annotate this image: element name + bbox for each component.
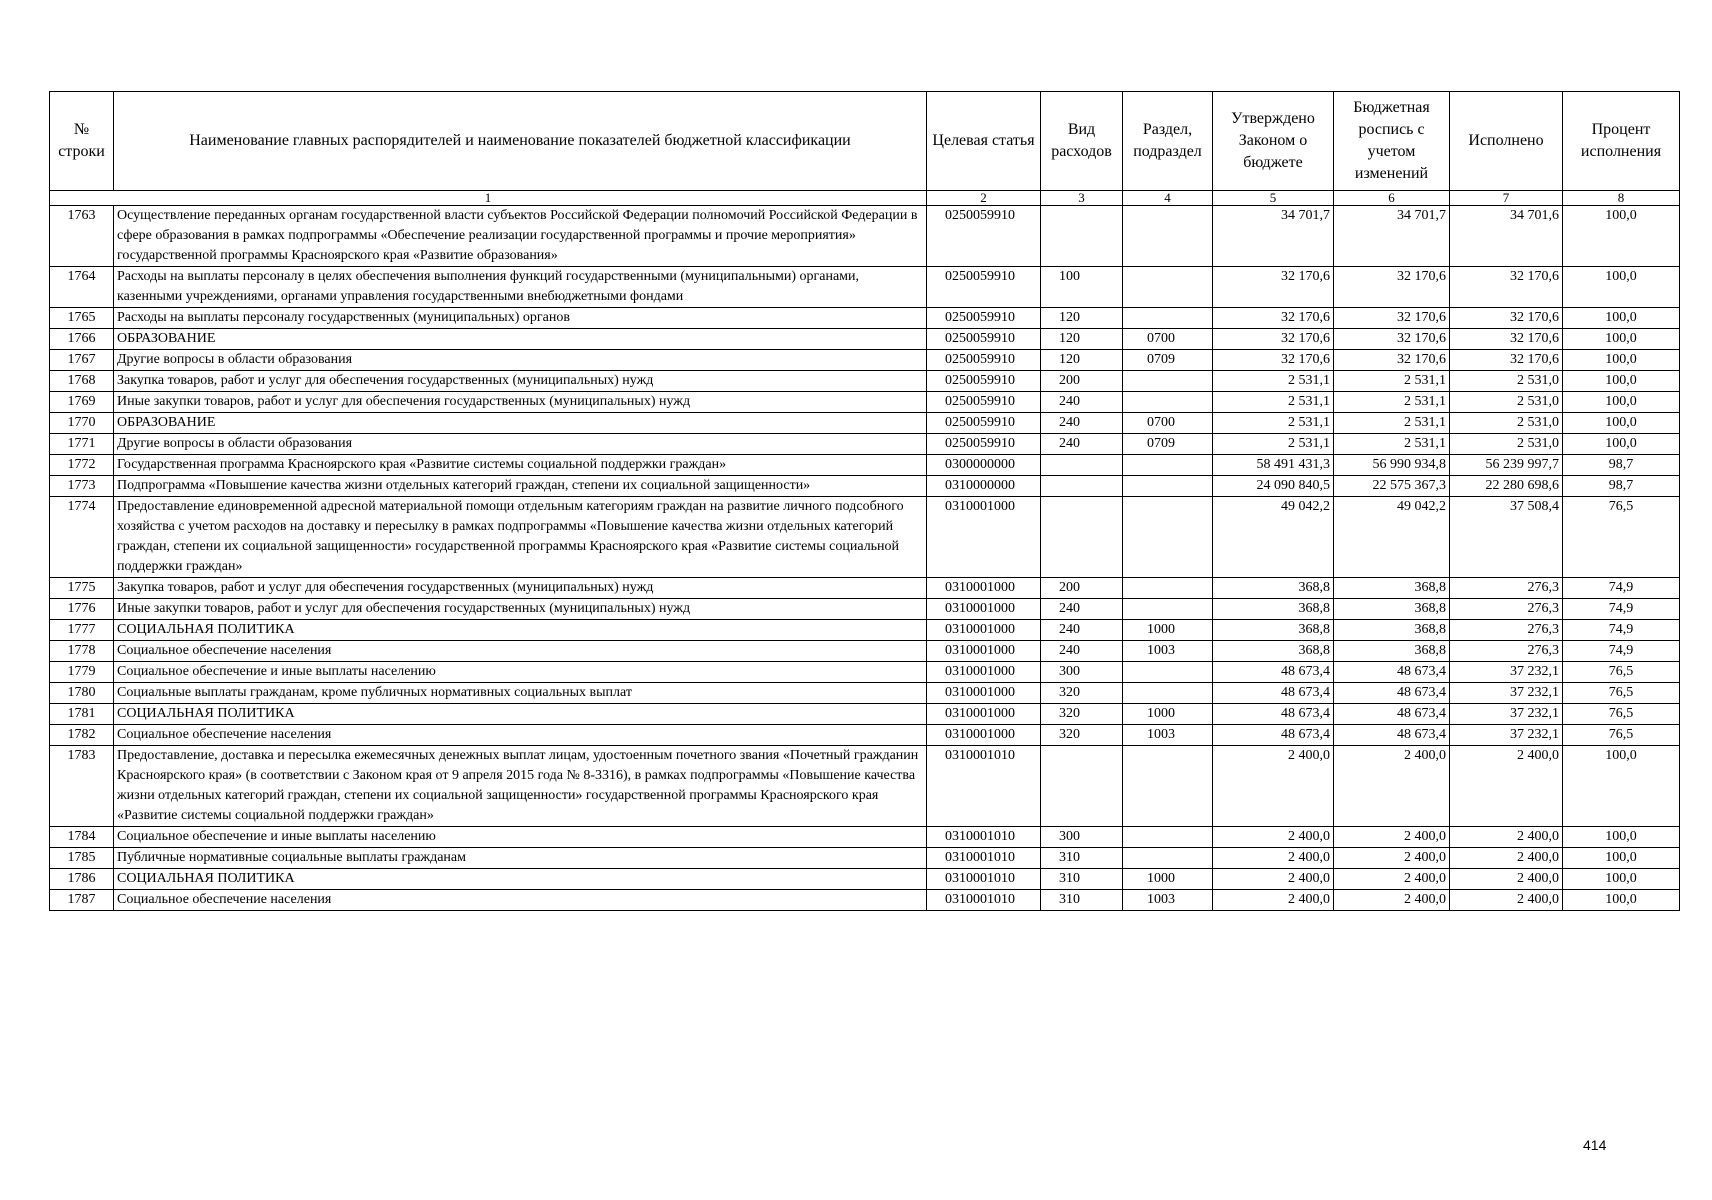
execution-percent: 74,9 — [1563, 599, 1680, 620]
executed-amount: 276,3 — [1450, 599, 1563, 620]
target-article: 0250059910 — [927, 308, 1041, 329]
table-row — [50, 434, 1680, 455]
row-number: 1774 — [50, 497, 114, 578]
row-name: Расходы на выплаты персоналу в целях обеспечения выполнения функций государственными (муниципальными) органами, казенными учреждениями, органами управления государственными внебюджетными фондами — [114, 267, 927, 308]
row-number: 1780 — [50, 683, 114, 704]
budget-amount: 32 170,6 — [1334, 308, 1450, 329]
column-number: 5 — [1213, 191, 1334, 206]
row-number: 1768 — [50, 371, 114, 392]
row-number: 1781 — [50, 704, 114, 725]
row-number: 1784 — [50, 827, 114, 848]
expense-type: 300 — [1041, 827, 1123, 848]
section-code — [1123, 392, 1213, 413]
row-name: Иные закупки товаров, работ и услуг для обеспечения государственных (муниципальных) нужд — [114, 599, 927, 620]
target-article: 0250059910 — [927, 392, 1041, 413]
row-name: Предоставление, доставка и пересылка ежемесячных денежных выплат лицам, удостоенным почетного звания «Почетный гражданин Красноярского края» (в соответствии с Законом края от 9 апреля 2015 года № 8-3316), в рамках подпрограммы «Повышение качества жизни отдельных категорий граждан, степени их социальной защищенности» государственной программы Красноярского края «Развитие системы социальной поддержки граждан» — [114, 746, 927, 827]
expense-type: 240 — [1041, 392, 1123, 413]
execution-percent: 100,0 — [1563, 350, 1680, 371]
table-row — [50, 683, 1680, 704]
table-row — [50, 350, 1680, 371]
approved-amount: 24 090 840,5 — [1213, 476, 1334, 497]
column-number: 6 — [1334, 191, 1450, 206]
section-code: 1000 — [1123, 869, 1213, 890]
table-row — [50, 725, 1680, 746]
table-row — [50, 267, 1680, 308]
executed-amount: 32 170,6 — [1450, 308, 1563, 329]
executed-amount: 276,3 — [1450, 578, 1563, 599]
expense-type: 240 — [1041, 599, 1123, 620]
budget-amount: 32 170,6 — [1334, 329, 1450, 350]
expense-type: 300 — [1041, 662, 1123, 683]
expense-type: 320 — [1041, 683, 1123, 704]
table-row — [50, 827, 1680, 848]
section-code: 1003 — [1123, 890, 1213, 911]
budget-execution-table — [49, 91, 1680, 911]
row-number: 1787 — [50, 890, 114, 911]
expense-type: 310 — [1041, 869, 1123, 890]
row-name: ОБРАЗОВАНИЕ — [114, 329, 927, 350]
expense-type: 200 — [1041, 371, 1123, 392]
header-expense-type: Вид расходов — [1041, 92, 1123, 191]
section-code: 1000 — [1123, 620, 1213, 641]
table-row — [50, 476, 1680, 497]
executed-amount: 34 701,6 — [1450, 206, 1563, 267]
row-number: 1779 — [50, 662, 114, 683]
section-code — [1123, 497, 1213, 578]
executed-amount: 2 400,0 — [1450, 890, 1563, 911]
row-number: 1770 — [50, 413, 114, 434]
approved-amount: 368,8 — [1213, 620, 1334, 641]
table-row — [50, 206, 1680, 267]
target-article: 0310001010 — [927, 746, 1041, 827]
execution-percent: 74,9 — [1563, 620, 1680, 641]
table-row — [50, 497, 1680, 578]
executed-amount: 37 232,1 — [1450, 683, 1563, 704]
row-number: 1766 — [50, 329, 114, 350]
section-code — [1123, 371, 1213, 392]
approved-amount: 2 531,1 — [1213, 392, 1334, 413]
budget-amount: 48 673,4 — [1334, 662, 1450, 683]
row-name: Расходы на выплаты персоналу государственных (муниципальных) органов — [114, 308, 927, 329]
expense-type: 240 — [1041, 620, 1123, 641]
column-number: 3 — [1041, 191, 1123, 206]
approved-amount: 48 673,4 — [1213, 662, 1334, 683]
target-article: 0310001000 — [927, 599, 1041, 620]
executed-amount: 2 531,0 — [1450, 434, 1563, 455]
section-code — [1123, 578, 1213, 599]
row-name: Государственная программа Красноярского края «Развитие системы социальной поддержки граждан» — [114, 455, 927, 476]
section-code — [1123, 662, 1213, 683]
budget-amount: 2 531,1 — [1334, 413, 1450, 434]
execution-percent: 76,5 — [1563, 683, 1680, 704]
table-row — [50, 392, 1680, 413]
budget-amount: 34 701,7 — [1334, 206, 1450, 267]
executed-amount: 276,3 — [1450, 641, 1563, 662]
expense-type: 120 — [1041, 329, 1123, 350]
budget-amount: 2 400,0 — [1334, 746, 1450, 827]
executed-amount: 2 400,0 — [1450, 746, 1563, 827]
budget-amount: 48 673,4 — [1334, 725, 1450, 746]
expense-type — [1041, 206, 1123, 267]
execution-percent: 98,7 — [1563, 476, 1680, 497]
target-article: 0310001000 — [927, 578, 1041, 599]
row-number: 1767 — [50, 350, 114, 371]
approved-amount: 2 400,0 — [1213, 746, 1334, 827]
section-code — [1123, 827, 1213, 848]
executed-amount: 37 232,1 — [1450, 704, 1563, 725]
row-name: Осуществление переданных органам государственной власти субъектов Российской Федерации полномочий Российской Федерации в сфере образования в рамках подпрограммы «Обеспечение реализации государственной программы и прочие мероприятия» государственной программы Красноярского края «Развитие образования» — [114, 206, 927, 267]
row-name: Другие вопросы в области образования — [114, 350, 927, 371]
table-row — [50, 704, 1680, 725]
approved-amount: 2 531,1 — [1213, 434, 1334, 455]
table-row — [50, 371, 1680, 392]
budget-amount: 368,8 — [1334, 599, 1450, 620]
budget-amount: 32 170,6 — [1334, 350, 1450, 371]
expense-type — [1041, 746, 1123, 827]
row-name: Предоставление единовременной адресной материальной помощи отдельным категориям граждан на развитие личного подсобного хозяйства с учетом расходов на доставку и пересылку в рамках подпрограммы «Повышение качества жизни отдельных категорий граждан, степени их социальной защищенности» государственной программы Красноярского края «Развитие системы социальной поддержки граждан» — [114, 497, 927, 578]
section-code — [1123, 746, 1213, 827]
budget-amount: 2 531,1 — [1334, 371, 1450, 392]
approved-amount: 2 400,0 — [1213, 869, 1334, 890]
approved-amount: 2 531,1 — [1213, 413, 1334, 434]
budget-amount: 368,8 — [1334, 641, 1450, 662]
row-name: ОБРАЗОВАНИЕ — [114, 413, 927, 434]
execution-percent: 76,5 — [1563, 725, 1680, 746]
table-row — [50, 308, 1680, 329]
header-row-number: № строки — [50, 92, 114, 191]
budget-amount: 49 042,2 — [1334, 497, 1450, 578]
page-number: 414 — [1583, 1137, 1607, 1153]
header-name: Наименование главных распорядителей и наименование показателей бюджетной классификации — [114, 92, 927, 191]
header-percent: Процент исполнения — [1563, 92, 1680, 191]
row-number: 1777 — [50, 620, 114, 641]
header-budget-schedule: Бюджетная роспись с учетом изменений — [1334, 92, 1450, 191]
table-row — [50, 869, 1680, 890]
execution-percent: 100,0 — [1563, 308, 1680, 329]
section-code — [1123, 308, 1213, 329]
executed-amount: 2 400,0 — [1450, 869, 1563, 890]
budget-amount: 2 400,0 — [1334, 890, 1450, 911]
approved-amount: 368,8 — [1213, 641, 1334, 662]
execution-percent: 100,0 — [1563, 827, 1680, 848]
approved-amount: 58 491 431,3 — [1213, 455, 1334, 476]
budget-amount: 368,8 — [1334, 578, 1450, 599]
target-article: 0250059910 — [927, 434, 1041, 455]
column-number: 1 — [50, 191, 927, 206]
execution-percent: 100,0 — [1563, 392, 1680, 413]
approved-amount: 2 400,0 — [1213, 827, 1334, 848]
row-name: Социальное обеспечение населения — [114, 641, 927, 662]
row-name: Социальное обеспечение и иные выплаты населению — [114, 827, 927, 848]
expense-type: 310 — [1041, 890, 1123, 911]
row-number: 1782 — [50, 725, 114, 746]
header-target-article: Целевая статья — [927, 92, 1041, 191]
row-name: Социальные выплаты гражданам, кроме публичных нормативных социальных выплат — [114, 683, 927, 704]
section-code — [1123, 267, 1213, 308]
execution-percent: 74,9 — [1563, 641, 1680, 662]
table-row — [50, 662, 1680, 683]
section-code — [1123, 599, 1213, 620]
target-article: 0310000000 — [927, 476, 1041, 497]
execution-percent: 100,0 — [1563, 267, 1680, 308]
target-article: 0310001000 — [927, 725, 1041, 746]
section-code — [1123, 683, 1213, 704]
row-name: Подпрограмма «Повышение качества жизни отдельных категорий граждан, степени их социальной защищенности» — [114, 476, 927, 497]
budget-amount: 48 673,4 — [1334, 683, 1450, 704]
section-code: 0709 — [1123, 350, 1213, 371]
approved-amount: 368,8 — [1213, 599, 1334, 620]
budget-table-container — [49, 91, 1679, 911]
expense-type: 120 — [1041, 350, 1123, 371]
header-section: Раздел, подраздел — [1123, 92, 1213, 191]
execution-percent: 74,9 — [1563, 578, 1680, 599]
target-article: 0310001010 — [927, 848, 1041, 869]
approved-amount: 49 042,2 — [1213, 497, 1334, 578]
target-article: 0310001000 — [927, 704, 1041, 725]
executed-amount: 32 170,6 — [1450, 329, 1563, 350]
section-code — [1123, 455, 1213, 476]
target-article: 0310001010 — [927, 890, 1041, 911]
expense-type: 120 — [1041, 308, 1123, 329]
expense-type: 320 — [1041, 704, 1123, 725]
executed-amount: 2 531,0 — [1450, 413, 1563, 434]
row-name: Закупка товаров, работ и услуг для обеспечения государственных (муниципальных) нужд — [114, 371, 927, 392]
table-header-row — [50, 92, 1680, 191]
table-row — [50, 329, 1680, 350]
table-row — [50, 746, 1680, 827]
row-number: 1772 — [50, 455, 114, 476]
table-row — [50, 455, 1680, 476]
expense-type: 240 — [1041, 434, 1123, 455]
target-article: 0250059910 — [927, 329, 1041, 350]
row-name: Публичные нормативные социальные выплаты гражданам — [114, 848, 927, 869]
row-number: 1763 — [50, 206, 114, 267]
table-body — [50, 206, 1680, 911]
execution-percent: 100,0 — [1563, 329, 1680, 350]
target-article: 0300000000 — [927, 455, 1041, 476]
section-code: 1003 — [1123, 725, 1213, 746]
execution-percent: 100,0 — [1563, 434, 1680, 455]
row-name: СОЦИАЛЬНАЯ ПОЛИТИКА — [114, 704, 927, 725]
executed-amount: 56 239 997,7 — [1450, 455, 1563, 476]
budget-amount: 2 400,0 — [1334, 848, 1450, 869]
execution-percent: 98,7 — [1563, 455, 1680, 476]
executed-amount: 2 400,0 — [1450, 827, 1563, 848]
budget-amount: 2 531,1 — [1334, 392, 1450, 413]
target-article: 0310001000 — [927, 620, 1041, 641]
section-code — [1123, 848, 1213, 869]
approved-amount: 48 673,4 — [1213, 704, 1334, 725]
approved-amount: 34 701,7 — [1213, 206, 1334, 267]
approved-amount: 2 400,0 — [1213, 848, 1334, 869]
executed-amount: 276,3 — [1450, 620, 1563, 641]
target-article: 0250059910 — [927, 350, 1041, 371]
section-code: 1000 — [1123, 704, 1213, 725]
executed-amount: 32 170,6 — [1450, 267, 1563, 308]
expense-type: 240 — [1041, 413, 1123, 434]
approved-amount: 48 673,4 — [1213, 683, 1334, 704]
execution-percent: 100,0 — [1563, 206, 1680, 267]
expense-type: 310 — [1041, 848, 1123, 869]
approved-amount: 368,8 — [1213, 578, 1334, 599]
target-article: 0310001000 — [927, 497, 1041, 578]
row-number: 1765 — [50, 308, 114, 329]
row-name: СОЦИАЛЬНАЯ ПОЛИТИКА — [114, 869, 927, 890]
executed-amount: 2 531,0 — [1450, 371, 1563, 392]
header-executed: Исполнено — [1450, 92, 1563, 191]
row-name: СОЦИАЛЬНАЯ ПОЛИТИКА — [114, 620, 927, 641]
table-row — [50, 890, 1680, 911]
row-name: Социальное обеспечение населения — [114, 725, 927, 746]
expense-type — [1041, 455, 1123, 476]
table-row — [50, 578, 1680, 599]
table-row — [50, 599, 1680, 620]
target-article: 0250059910 — [927, 206, 1041, 267]
target-article: 0310001000 — [927, 683, 1041, 704]
budget-amount: 32 170,6 — [1334, 267, 1450, 308]
row-name: Закупка товаров, работ и услуг для обеспечения государственных (муниципальных) нужд — [114, 578, 927, 599]
row-number: 1786 — [50, 869, 114, 890]
column-number: 2 — [927, 191, 1041, 206]
column-number-row — [50, 191, 1680, 206]
target-article: 0250059910 — [927, 267, 1041, 308]
row-number: 1778 — [50, 641, 114, 662]
column-number: 4 — [1123, 191, 1213, 206]
approved-amount: 32 170,6 — [1213, 329, 1334, 350]
column-number: 7 — [1450, 191, 1563, 206]
execution-percent: 100,0 — [1563, 869, 1680, 890]
executed-amount: 37 232,1 — [1450, 662, 1563, 683]
budget-amount: 22 575 367,3 — [1334, 476, 1450, 497]
budget-amount: 56 990 934,8 — [1334, 455, 1450, 476]
expense-type: 320 — [1041, 725, 1123, 746]
executed-amount: 37 508,4 — [1450, 497, 1563, 578]
section-code: 0709 — [1123, 434, 1213, 455]
row-number: 1769 — [50, 392, 114, 413]
section-code: 1003 — [1123, 641, 1213, 662]
row-number: 1785 — [50, 848, 114, 869]
expense-type — [1041, 497, 1123, 578]
section-code: 0700 — [1123, 413, 1213, 434]
approved-amount: 2 531,1 — [1213, 371, 1334, 392]
row-number: 1773 — [50, 476, 114, 497]
target-article: 0310001010 — [927, 827, 1041, 848]
approved-amount: 32 170,6 — [1213, 308, 1334, 329]
expense-type: 240 — [1041, 641, 1123, 662]
row-number: 1771 — [50, 434, 114, 455]
budget-amount: 2 400,0 — [1334, 827, 1450, 848]
section-code — [1123, 206, 1213, 267]
expense-type — [1041, 476, 1123, 497]
execution-percent: 100,0 — [1563, 848, 1680, 869]
execution-percent: 76,5 — [1563, 662, 1680, 683]
executed-amount: 37 232,1 — [1450, 725, 1563, 746]
target-article: 0250059910 — [927, 413, 1041, 434]
execution-percent: 100,0 — [1563, 746, 1680, 827]
expense-type: 100 — [1041, 267, 1123, 308]
row-name: Иные закупки товаров, работ и услуг для обеспечения государственных (муниципальных) нужд — [114, 392, 927, 413]
expense-type: 200 — [1041, 578, 1123, 599]
table-row — [50, 413, 1680, 434]
execution-percent: 76,5 — [1563, 704, 1680, 725]
execution-percent: 100,0 — [1563, 890, 1680, 911]
table-row — [50, 620, 1680, 641]
approved-amount: 32 170,6 — [1213, 350, 1334, 371]
header-approved: Утверждено Законом о бюджете — [1213, 92, 1334, 191]
approved-amount: 48 673,4 — [1213, 725, 1334, 746]
table-row — [50, 848, 1680, 869]
budget-amount: 2 531,1 — [1334, 434, 1450, 455]
approved-amount: 32 170,6 — [1213, 267, 1334, 308]
row-number: 1764 — [50, 267, 114, 308]
execution-percent: 100,0 — [1563, 413, 1680, 434]
approved-amount: 2 400,0 — [1213, 890, 1334, 911]
budget-amount: 2 400,0 — [1334, 869, 1450, 890]
executed-amount: 22 280 698,6 — [1450, 476, 1563, 497]
executed-amount: 2 531,0 — [1450, 392, 1563, 413]
row-name: Социальное обеспечение населения — [114, 890, 927, 911]
budget-amount: 368,8 — [1334, 620, 1450, 641]
section-code — [1123, 476, 1213, 497]
budget-amount: 48 673,4 — [1334, 704, 1450, 725]
target-article: 0250059910 — [927, 371, 1041, 392]
column-number: 8 — [1563, 191, 1680, 206]
row-name: Социальное обеспечение и иные выплаты населению — [114, 662, 927, 683]
table-row — [50, 641, 1680, 662]
target-article: 0310001000 — [927, 641, 1041, 662]
row-number: 1775 — [50, 578, 114, 599]
target-article: 0310001010 — [927, 869, 1041, 890]
execution-percent: 76,5 — [1563, 497, 1680, 578]
row-number: 1776 — [50, 599, 114, 620]
executed-amount: 2 400,0 — [1450, 848, 1563, 869]
row-name: Другие вопросы в области образования — [114, 434, 927, 455]
executed-amount: 32 170,6 — [1450, 350, 1563, 371]
execution-percent: 100,0 — [1563, 371, 1680, 392]
section-code: 0700 — [1123, 329, 1213, 350]
row-number: 1783 — [50, 746, 114, 827]
target-article: 0310001000 — [927, 662, 1041, 683]
